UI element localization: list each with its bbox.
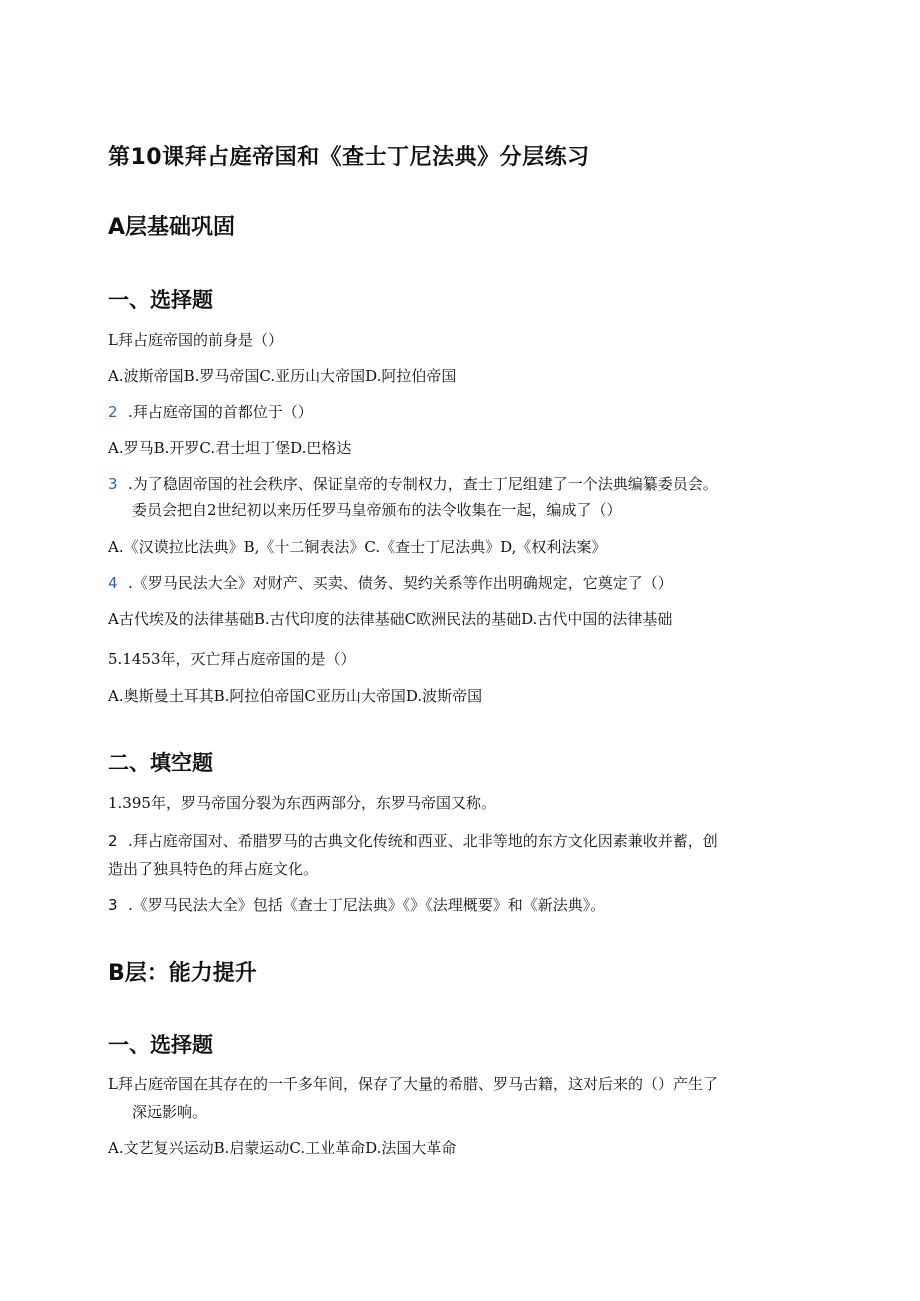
a-q5-stem: 5.1453年，灭亡拜占庭帝国的是（） [108,650,356,668]
page-title: 第10课拜占庭帝国和《查士丁尼法典》分层练习 [108,145,590,170]
a-q1-options: A.波斯帝国B.罗马帝国C.亚历山大帝国D.阿拉伯帝国 [108,367,457,385]
b-q1-stem: L拜占庭帝国在其存在的一千多年间，保存了大量的希腊、罗马古籍，这对后来的（）产生了 [108,1075,718,1093]
a-choice-heading: 一、选择题 [108,288,213,312]
a-fill-2-text: .拜占庭帝国对、希腊罗马的古典文化传统和西亚、北非等地的东方文化因素兼收并蓄，创 [128,832,718,850]
a-fill-3-text: .《罗马民法大全》包括《查士丁尼法典》《》《法理概要》和《新法典》。 [128,896,606,914]
a-fill-2-cont: 造出了独具特色的拜占庭文化。 [108,860,319,878]
level-a-heading: A层基础巩固 [108,215,236,240]
a-q4-options: A古代埃及的法律基础B.古代印度的法律基础C欧洲民法的基础D.古代中国的法律基础 [108,610,673,628]
a-q4-stem [108,572,673,593]
a-q2-stem [108,401,313,422]
a-fill-2-number: 2 [108,832,118,850]
a-fill-3-number: 3 [108,896,118,914]
level-b-heading: B层：能力提升 [108,961,257,986]
a-q4-number: 4 [108,574,118,592]
a-fill-2 [108,830,718,851]
b-choice-heading: 一、选择题 [108,1033,213,1057]
a-q4-text: .《罗马民法大全》对财产、买卖、债务、契约关系等作出明确规定，它奠定了（） [128,574,673,592]
b-q1-stem-cont: 深远影响。 [132,1103,208,1121]
a-q2-number: 2 [108,403,118,421]
a-q2-options: A.罗马B.开罗C.君士坦丁堡D.巴格达 [108,439,352,457]
a-q1-stem: L拜占庭帝国的前身是（） [108,331,283,349]
a-fill-heading: 二、填空题 [108,751,213,775]
a-q3-stem-cont: 委员会把自2世纪初以来历任罗马皇帝颁布的法令收集在一起，编成了（） [132,501,622,519]
a-q3-options: A.《汉谟拉比法典》B,《十二铜表法》C.《查士丁尼法典》D,《权利法案》 [108,538,607,556]
a-fill-3 [108,894,605,915]
a-fill-1: 1.395年，罗马帝国分裂为东西两部分，东罗马帝国又称。 [108,794,496,812]
a-q3-text: .为了稳固帝国的社会秩序、保证皇帝的专制权力，查士丁尼组建了一个法典编纂委员会。 [128,475,718,493]
a-q5-options: A.奥斯曼土耳其B.阿拉伯帝国C亚历山大帝国D.波斯帝国 [108,687,483,705]
a-q3-stem [108,473,718,494]
b-q1-options: A.文艺复兴运动B.启蒙运动C.工业革命D.法国大革命 [108,1139,457,1157]
a-q2-text: .拜占庭帝国的首都位于（） [128,403,313,421]
a-q3-number: 3 [108,475,118,493]
